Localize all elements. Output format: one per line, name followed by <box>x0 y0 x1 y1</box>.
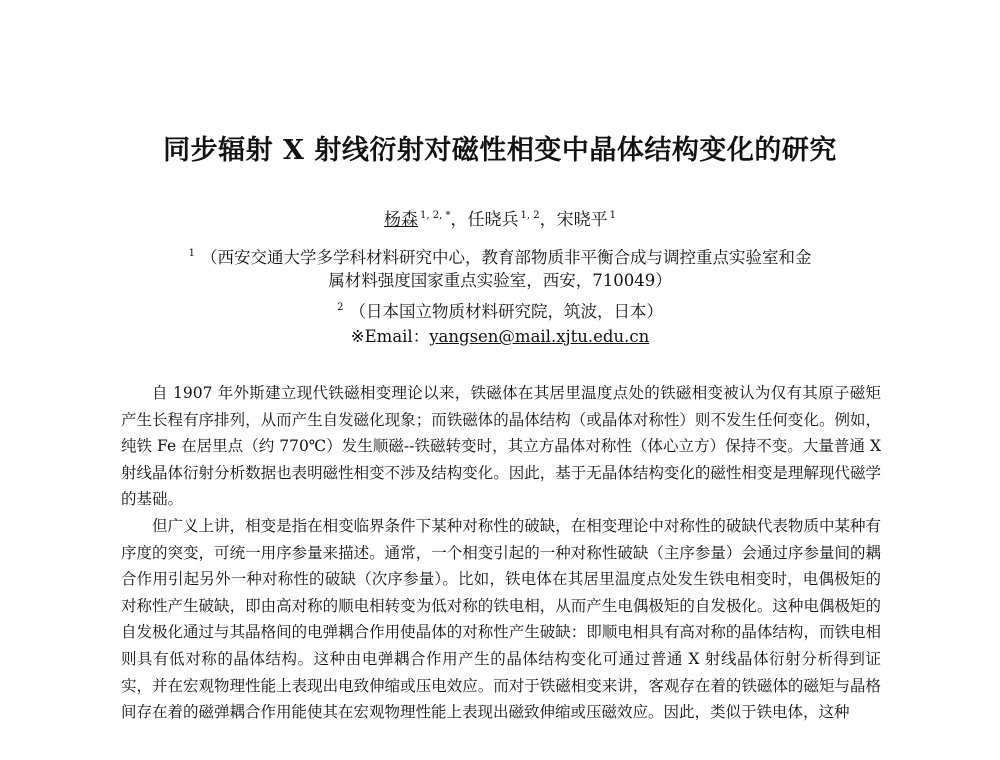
paper-body <box>121 380 881 726</box>
email-label: ※Email： <box>350 327 430 346</box>
author-separator: ， <box>450 210 468 230</box>
author-name: 宋晓平 <box>556 210 608 230</box>
affiliation-1-line-1 <box>0 242 1000 270</box>
affiliation-marker: 1 <box>188 248 195 259</box>
author-separator: ， <box>539 210 557 230</box>
author-name: 杨森 <box>384 210 419 230</box>
affiliation-text: （西安交通大学多学科材料研究中心，教育部物质非平衡合成与调控重点实验室和金 <box>200 248 812 267</box>
author-affiliation-marker: 1, 2, * <box>420 210 451 221</box>
email-link[interactable]: yangsen@mail.xjtu.edu.cn <box>429 327 650 346</box>
body-paragraph: 自 1907 年外斯建立现代铁磁相变理论以来，铁磁体在其居里温度点处的铁磁相变被认为仅有其原子磁矩产生长程有序排列，从而产生自发磁化现象；而铁磁体的晶体结构（或晶体对称性）则不发生任何变化。例如，纯铁 Fe 在居里点（约 770℃）发生顺磁--铁磁转变时，其立方晶体对称性（体心立方）保持不变。大量普通 X 射线晶体衍射分析数据也表明磁性相变不涉及结构变化。因此，基于无晶体结构变化的磁性相变是理解现代磁学的基础。 <box>121 384 881 509</box>
email-line <box>0 325 1000 349</box>
affiliation-text: （日本国立物质材料研究院，筑波，日本） <box>349 302 663 321</box>
body-paragraph: 但广义上讲，相变是指在相变临界条件下某种对称性的破缺，在相变理论中对称性的破缺代表物质中某种有序度的突变，可统一用序参量来描述。通常，一个相变引起的一种对称性破缺（主序参量）会通过序参量间的耦合作用引起另外一种对称性的破缺（次序参量）。比如，铁电体在其居里温度点处发生铁电相变时，电偶极矩的对称性产生破缺，即由高对称的顺电相转变为低对称的铁电相，从而产生电偶极矩的自发极化。这种电偶极矩的自发极化通过与其晶格间的电弹耦合作用使晶体的对称性产生破缺：即顺电相具有高对称的晶体结构，而铁电相则具有低对称的晶体结构。这种由电弹耦合作用产生的晶体结构变化可通过普通 X 射线晶体衍射分析得到证实，并在宏观物理性能上表现出电致伸缩或压电效应。而对于铁磁相变来讲，客观存在着的铁磁体的磁矩与晶格间存在着的磁弹耦合作用能使其在宏观物理性能上表现出磁致伸缩或压磁效应。因此，类似于铁电体，这种 <box>121 516 881 722</box>
affiliation-marker: 2 <box>337 302 344 313</box>
affiliation-1-line-2: 属材料强度国家重点实验室，西安，710049） <box>328 271 672 290</box>
paper-title: 同步辐射 X 射线衍射对磁性相变中晶体结构变化的研究 <box>163 135 837 166</box>
author-affiliation-marker: 1 <box>609 210 616 221</box>
author-affiliation-marker: 1, 2 <box>520 210 540 221</box>
author-name: 任晓兵 <box>467 210 519 230</box>
author-list <box>0 204 1000 232</box>
affiliation-2 <box>0 296 1000 324</box>
